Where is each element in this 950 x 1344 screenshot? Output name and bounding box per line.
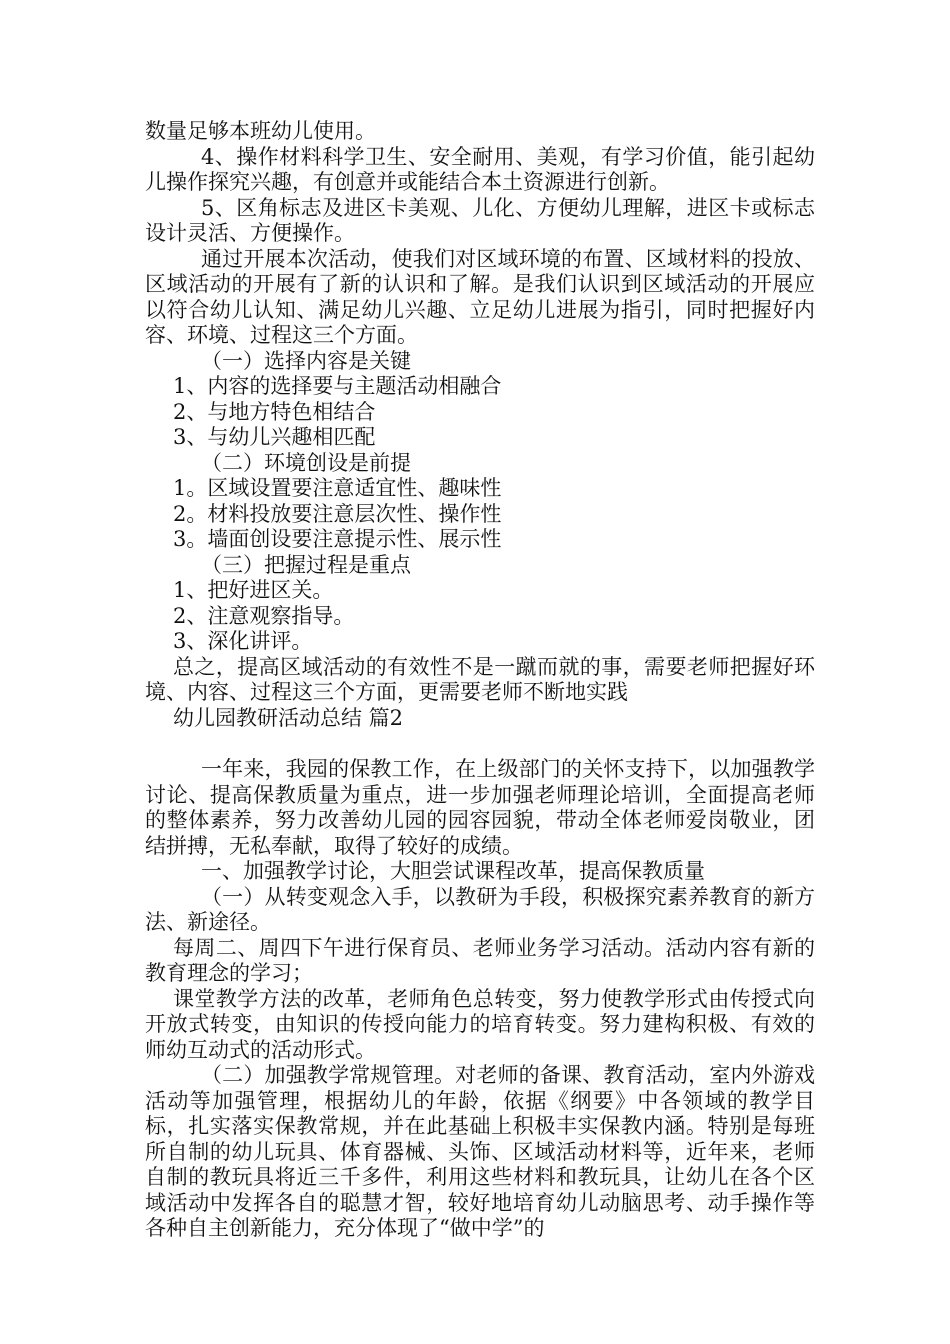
paragraph: 每周二、周四下午进行保育员、老师业务学习活动。活动内容有新的教育理念的学习； bbox=[145, 935, 815, 985]
subsection-heading: （一）从转变观念入手，以教研为手段，积极探究素养教育的新方法、新途径。 bbox=[145, 884, 815, 934]
list-item: 1。区域设置要注意适宜性、趣味性 bbox=[173, 476, 502, 500]
list-item: 3。墙面创设要注意提示性、展示性 bbox=[173, 527, 502, 551]
section-heading: 一、加强教学讨论，大胆尝试课程改革，提高保教质量 bbox=[201, 859, 705, 883]
list-item: 1、内容的选择要与主题活动相融合 bbox=[173, 374, 502, 398]
article-title: 幼儿园教研活动总结 篇2 bbox=[173, 705, 404, 730]
paragraph: 一年来，我园的保教工作，在上级部门的关怀支持下，以加强教学讨论、提高保教质量为重点，进一步加强老师理论培训，全面提高老师的整体素养，努力改善幼儿园的园容园貌，带动全体老师爱岗敬业，团结拼搏，无私奉献，取得了较好的成绩。 bbox=[145, 757, 815, 858]
paragraph: 总之，提高区域活动的有效性不是一蹴而就的事，需要老师把握好环境、内容、过程这三个方面，更需要老师不断地实践 bbox=[145, 654, 815, 704]
list-item: 2、注意观察指导。 bbox=[173, 603, 355, 628]
paragraph: 数量足够本班幼儿使用。 bbox=[145, 119, 376, 143]
section-heading: （二）环境创设是前提 bbox=[201, 450, 411, 475]
list-item: 1、把好进区关。 bbox=[173, 578, 334, 602]
list-item: 5、区角标志及进区卡美观、儿化、方便幼儿理解，进区卡或标志设计灵活、方便操作。 bbox=[145, 195, 815, 245]
section-heading: （一）选择内容是关键 bbox=[201, 348, 411, 373]
paragraph: 课堂教学方法的改革，老师角色总转变，努力使教学形式由传授式向开放式转变，由知识的传授向能力的培育转变。努力建构积极、有效的师幼互动式的活动形式。 bbox=[145, 986, 815, 1062]
list-item: 2。材料投放要注意层次性、操作性 bbox=[173, 501, 502, 526]
paragraph: 通过开展本次活动，使我们对区域环境的布置、区域材料的投放、区域活动的开展有了新的认识和了解。是我们认识到区域活动的开展应以符合幼儿认知、满足幼儿兴趣、立足幼儿进展为指引，同时把握好内容、环境、过程这三个方面。 bbox=[145, 246, 815, 347]
blank-line bbox=[145, 731, 815, 757]
list-item: 3、与幼儿兴趣相匹配 bbox=[173, 425, 376, 449]
list-item: 4、操作材料科学卫生、安全耐用、美观，有学习价值，能引起幼儿操作探究兴趣，有创意并或能结合本土资源进行创新。 bbox=[145, 144, 815, 194]
list-item: 2、与地方特色相结合 bbox=[173, 399, 376, 424]
section-heading: （三）把握过程是重点 bbox=[201, 552, 411, 577]
list-item: 3、深化讲评。 bbox=[173, 629, 313, 653]
document-body bbox=[145, 119, 815, 1242]
paragraph: （二）加强教学常规管理。对老师的备课、教育活动，室内外游戏活动等加强管理，根据幼儿的年龄，依据《纲要》中各领域的教学目标，扎实落实保教常规，并在此基础上积极丰实保教内涵。特别是每班所自制的幼儿玩具、体育器械、头饰、区域活动材料等，近年来，老师自制的教玩具将近三千多件，利用这些材料和教玩具，让幼儿在各个区域活动中发挥各自的聪慧才智，较好地培育幼儿动脑思考、动手操作等各种自主创新能力，充分体现了“做中学”的 bbox=[145, 1063, 815, 1240]
